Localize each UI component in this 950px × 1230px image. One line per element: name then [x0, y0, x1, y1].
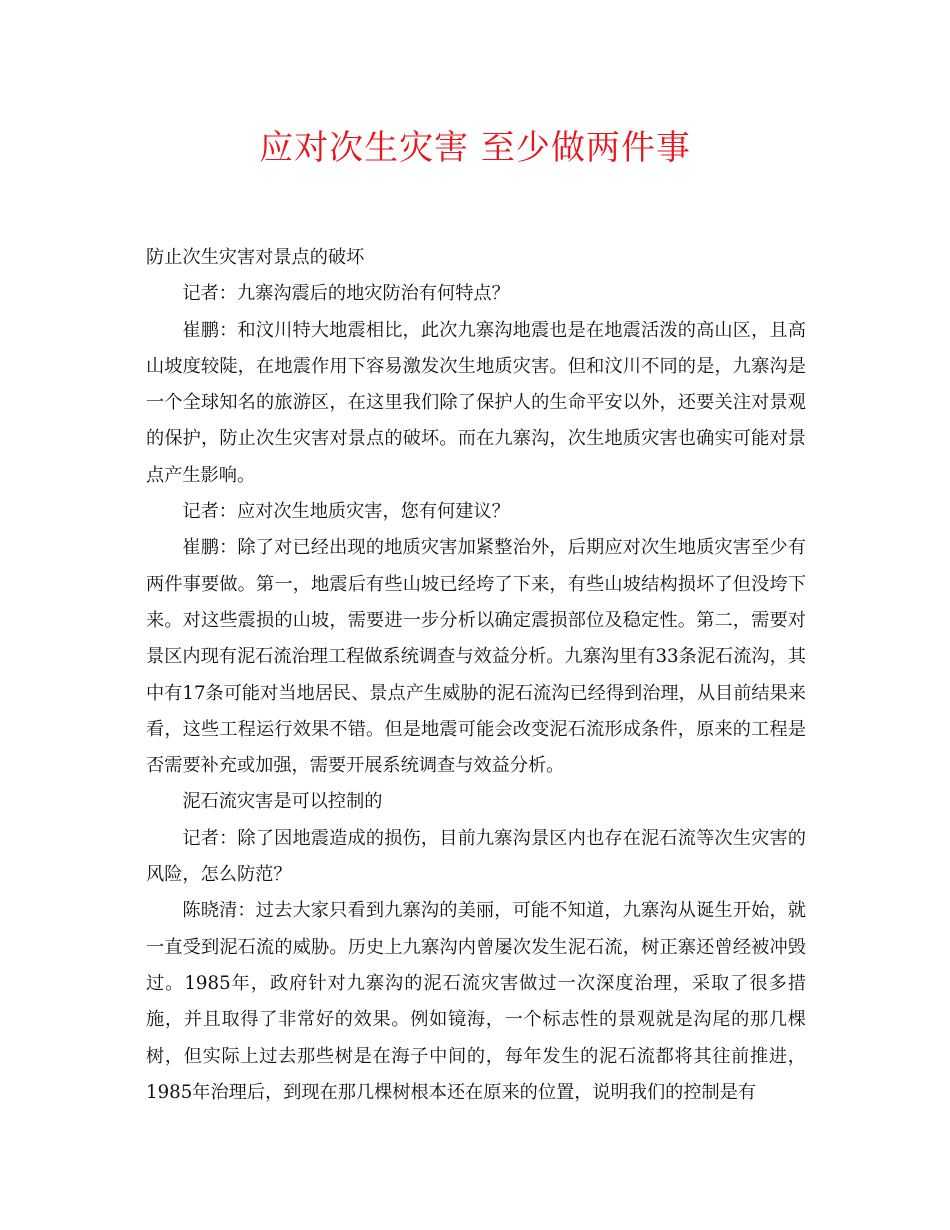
paragraph: 崔鹏：和汶川特大地震相比，此次九寨沟地震也是在地震活泼的高山区，且高山坡度较陡，在地震作用下容易激发次生地质灾害。但和汶川不同的是，九寨沟是一个全球知名的旅游区，在这里我们除了保护人的生命平安以外，还要关注对景观的保护，防止次生灾害对景点的破坏。而在九寨沟，次生地质灾害也确实可能对景点产生影响。 [146, 319, 806, 486]
section-heading: 泥石流灾害是可以控制的 [182, 791, 383, 813]
paragraph: 记者：九寨沟震后的地灾防治有何特点？ [182, 283, 510, 305]
paragraph: 记者：应对次生地质灾害，您有何建议？ [182, 501, 510, 523]
document-body [146, 240, 806, 1111]
paragraph: 崔鹏：除了对已经出现的地质灾害加紧整治外，后期应对次生地质灾害至少有两件事要做。第一，地震后有些山坡已经垮了下来，有些山坡结构损坏了但没垮下来。对这些震损的山坡，需要进一步分析以确定震损部位及稳定性。第二，需要对景区内现有泥石流治理工程做系统调查与效益分析。九寨沟里有33条泥石流沟，其中有17条可能对当地居民、景点产生威胁的泥石流沟已经得到治理，从目前结果来看，这些工程运行效果不错。但是地震可能会改变泥石流形成条件，原来的工程是否需要补充或加强，需要开展系统调查与效益分析。 [146, 537, 806, 777]
document-title: 应对次生灾害 至少做两件事 [259, 128, 691, 168]
section-heading: 防止次生灾害对景点的破坏 [146, 247, 365, 268]
paragraph: 陈晓清：过去大家只看到九寨沟的美丽，可能不知道，九寨沟从诞生开始，就一直受到泥石流的威胁。历史上九寨沟内曾屡次发生泥石流，树正寨还曾经被冲毁过。1985年，政府针对九寨沟的泥石流灾害做过一次深度治理，采取了很多措施，并且取得了非常好的效果。例如镜海，一个标志性的景观就是沟尾的那几棵树，但实际上过去那些树是在海子中间的，每年发生的泥石流都将其往前推进，1985年治理后，到现在那几棵树根本还在原来的位置，说明我们的控制是有 [146, 900, 806, 1103]
paragraph: 记者：除了因地震造成的损伤，目前九寨沟景区内也存在泥石流等次生灾害的风险，怎么防范？ [146, 827, 806, 886]
